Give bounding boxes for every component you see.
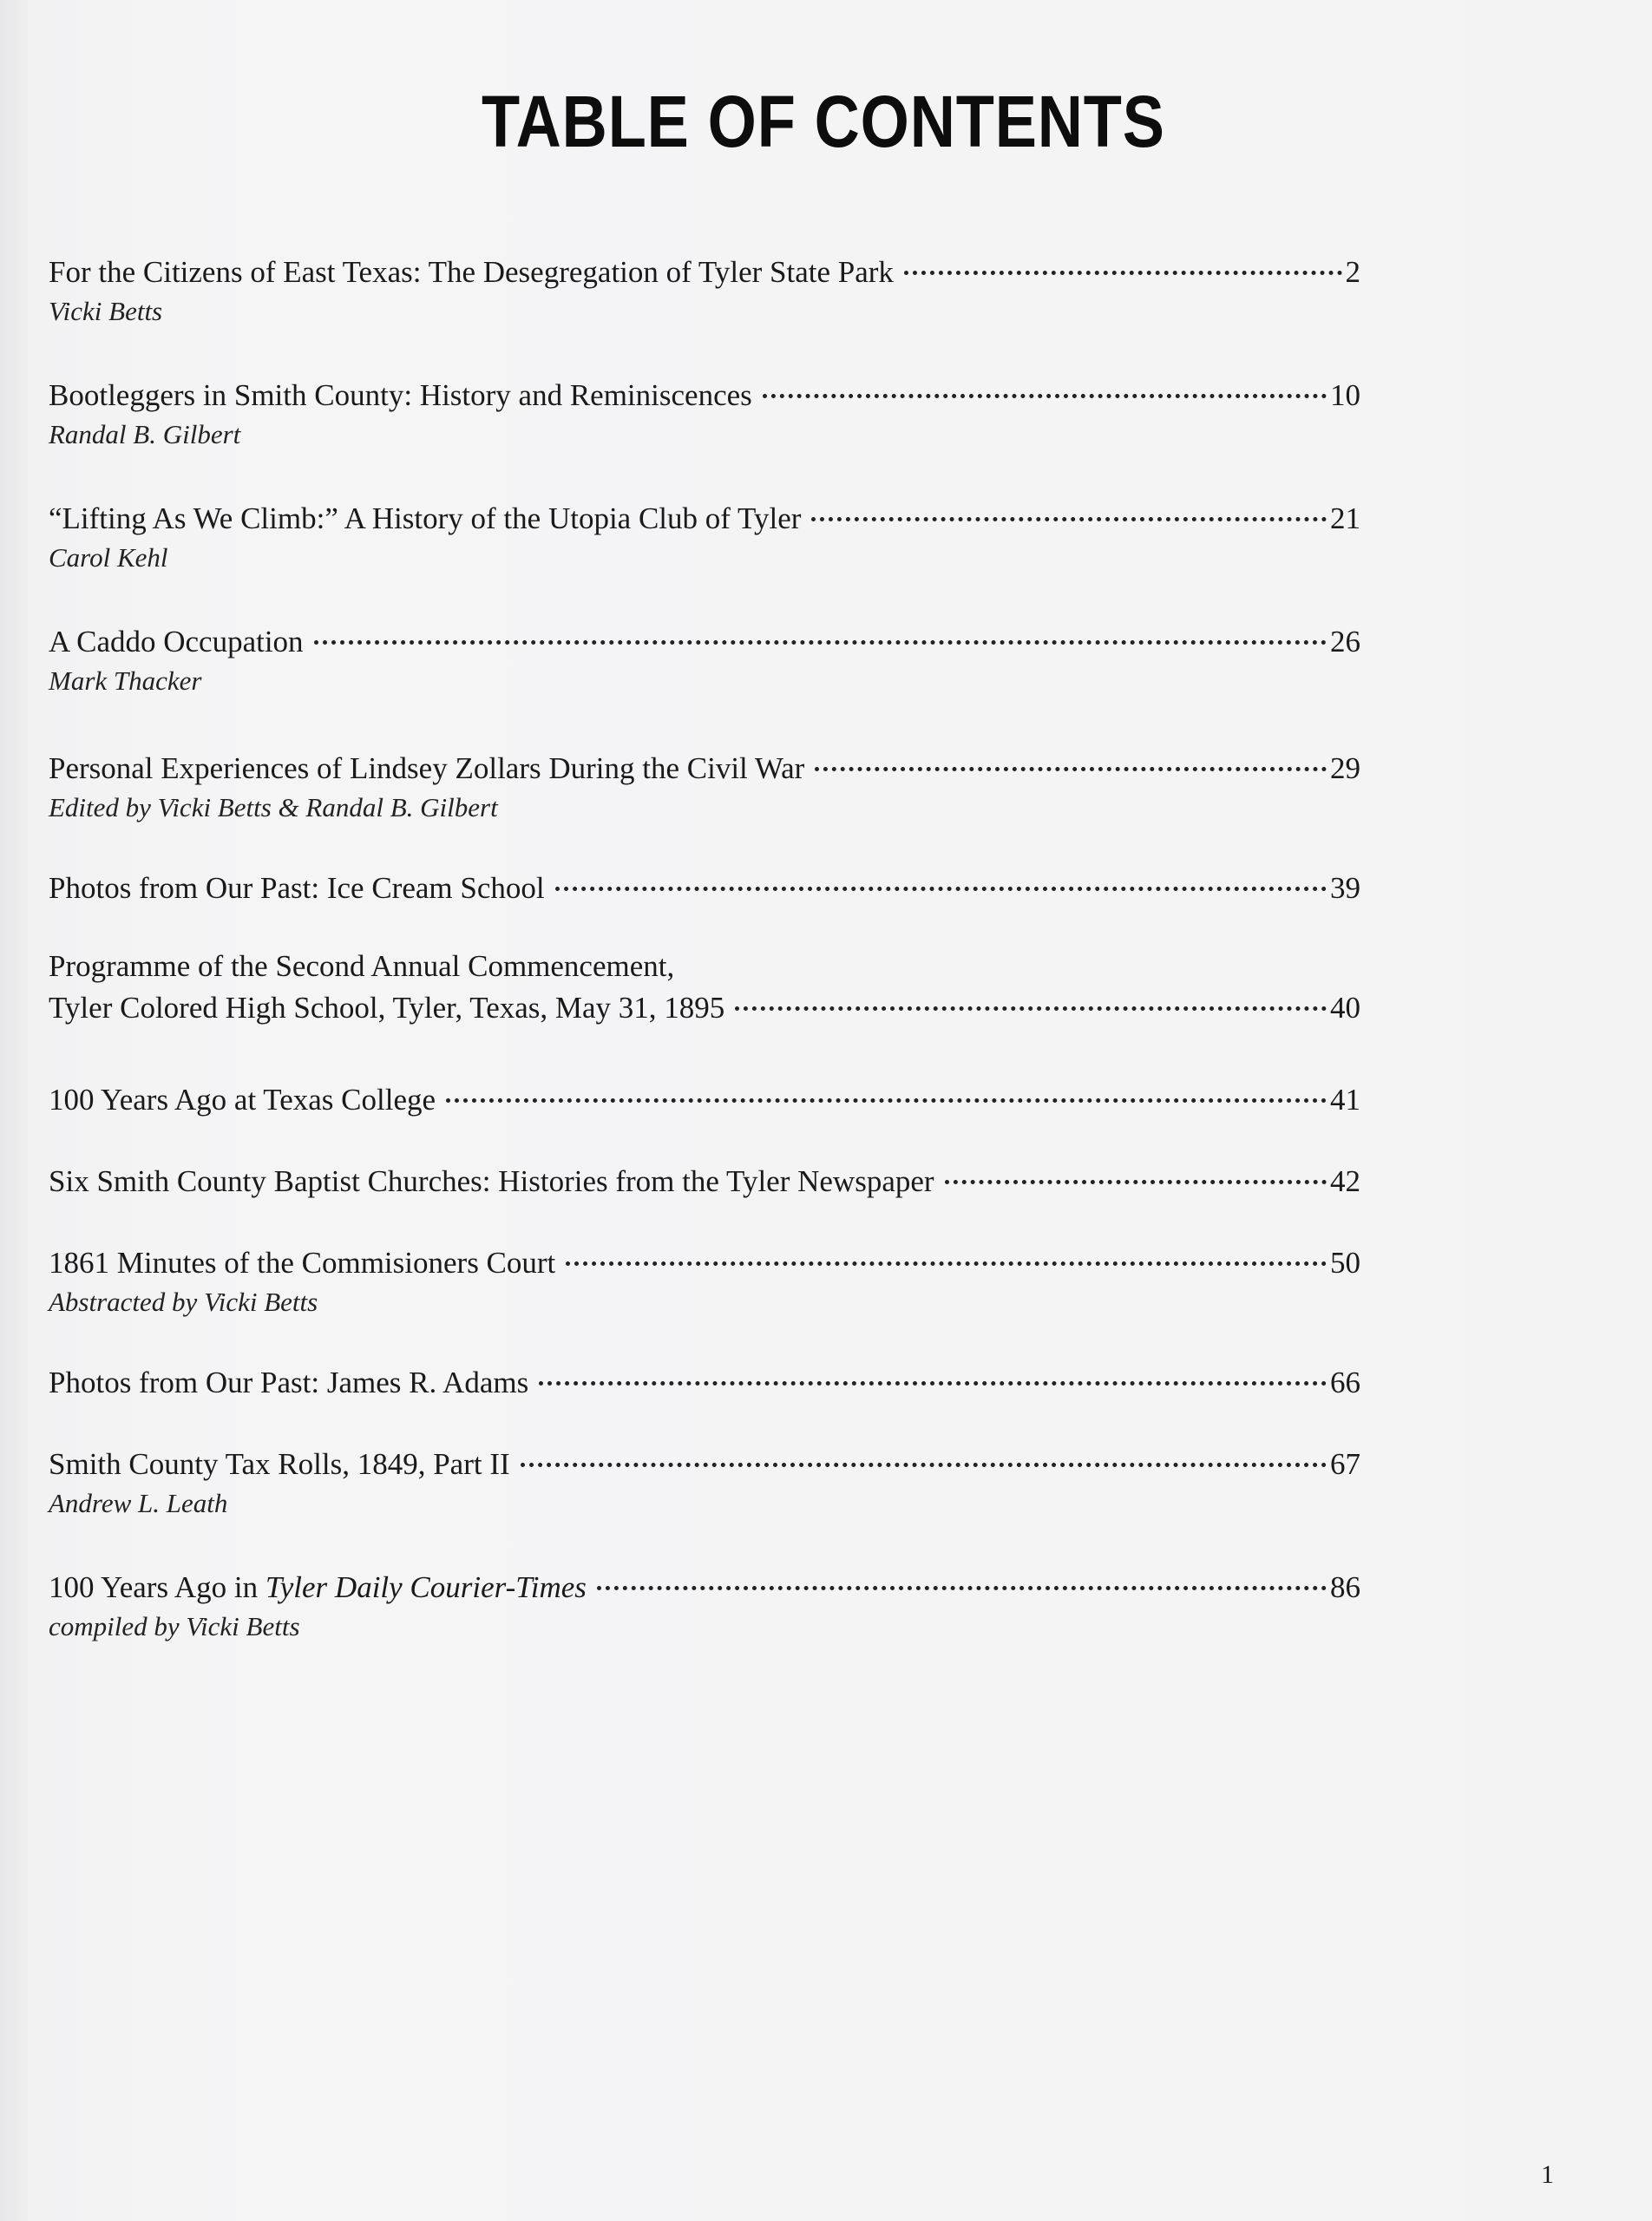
dot-leader [566,1261,1327,1266]
entry-author: Mark Thacker [49,665,202,696]
entry-line [49,1567,1360,1608]
entry-title: Personal Experiences of Lindsey Zollars During the Civil War [49,751,805,785]
entry-title: Photos from Our Past: Ice Cream School [49,871,545,905]
entry-title-plain: 100 Years Ago in [49,1570,266,1604]
toc-entry[interactable] [49,1567,1360,1645]
entry-line [49,1079,1360,1121]
dot-leader [904,271,1342,275]
toc-entry[interactable] [49,498,1360,576]
entry-author: Abstracted by Vicki Betts [49,1287,318,1317]
entry-line [49,1161,1360,1202]
toc-entry[interactable] [49,946,1360,1029]
entry-title-italic: Tyler Daily Courier-Times [265,1570,587,1604]
toc-entry[interactable] [49,1161,1360,1202]
entry-title: Six Smith County Baptist Churches: Histories from the Tyler Newspaper [49,1164,934,1198]
entry-author: Randal B. Gilbert [49,419,241,449]
entry-title: For the Citizens of East Texas: The Desegregation of Tyler State Park [49,255,894,289]
entry-page: 66 [1330,1366,1360,1399]
toc-entry[interactable] [49,748,1360,826]
entry-author: Edited by Vicki Betts & Randal B. Gilbert [49,792,498,822]
entry-page: 86 [1330,1570,1360,1604]
dot-leader [811,517,1327,521]
dot-leader [539,1381,1327,1386]
entry-page: 26 [1330,625,1360,658]
entry-line [49,1362,1360,1404]
dot-leader [314,640,1327,645]
toc-entry[interactable] [49,1444,1360,1522]
entry-line [49,621,1360,663]
entry-page: 41 [1330,1083,1360,1117]
toc-entry[interactable] [49,621,1360,699]
entry-line [49,252,1360,293]
toc-entry[interactable] [49,1242,1360,1320]
entry-page: 29 [1330,751,1360,785]
toc-entry[interactable] [49,1079,1360,1121]
entry-page: 2 [1345,255,1360,289]
entry-line [49,1444,1360,1485]
entry-page: 50 [1330,1246,1360,1280]
toc-entry[interactable] [49,868,1360,909]
entry-title: 100 Years Ago at Texas College [49,1083,436,1117]
entry-title-line1: Programme of the Second Annual Commencement, [49,949,675,983]
dot-leader [521,1463,1327,1467]
entry-author: Andrew L. Leath [49,1488,228,1518]
toc-entry[interactable] [49,375,1360,453]
toc-entry[interactable] [49,252,1360,330]
entry-title: A Caddo Occupation [49,625,304,658]
entry-page: 21 [1330,501,1360,535]
toc-entry[interactable] [49,1362,1360,1404]
entry-line [49,1242,1360,1284]
dot-leader [763,394,1327,398]
entry-title: Smith County Tax Rolls, 1849, Part II [49,1447,510,1481]
dot-leader [446,1098,1327,1103]
entry-author: compiled by Vicki Betts [49,1611,300,1641]
entry-line [49,498,1360,540]
dot-leader [945,1180,1327,1184]
entry-title [49,1567,587,1608]
entry-line [49,748,1360,789]
page-title: TABLE OF CONTENTS [482,81,1165,162]
entry-line [49,375,1360,416]
entry-page: 39 [1330,871,1360,905]
entry-author: Carol Kehl [49,542,168,573]
entry-line [49,868,1360,909]
entry-page: 67 [1330,1447,1360,1481]
entry-title: 1861 Minutes of the Commisioners Court [49,1246,556,1280]
entry-title: “Lifting As We Climb:” A History of the Utopia Club of Tyler [49,501,802,535]
dot-leader [735,1006,1327,1011]
dot-leader [597,1586,1327,1590]
entry-page: 40 [1330,991,1360,1025]
entry-page: 10 [1330,378,1360,412]
entry-title: Bootleggers in Smith County: History and Reminiscences [49,378,752,412]
page-number: 1 [1541,2160,1554,2189]
dot-leader [555,887,1327,891]
entry-line [49,987,1360,1029]
entry-author: Vicki Betts [49,296,163,326]
entry-title: Tyler Colored High School, Tyler, Texas, May 31, 1895 [49,991,725,1025]
entry-page: 42 [1330,1164,1360,1198]
entry-title: Photos from Our Past: James R. Adams [49,1366,529,1399]
dot-leader [815,767,1327,771]
